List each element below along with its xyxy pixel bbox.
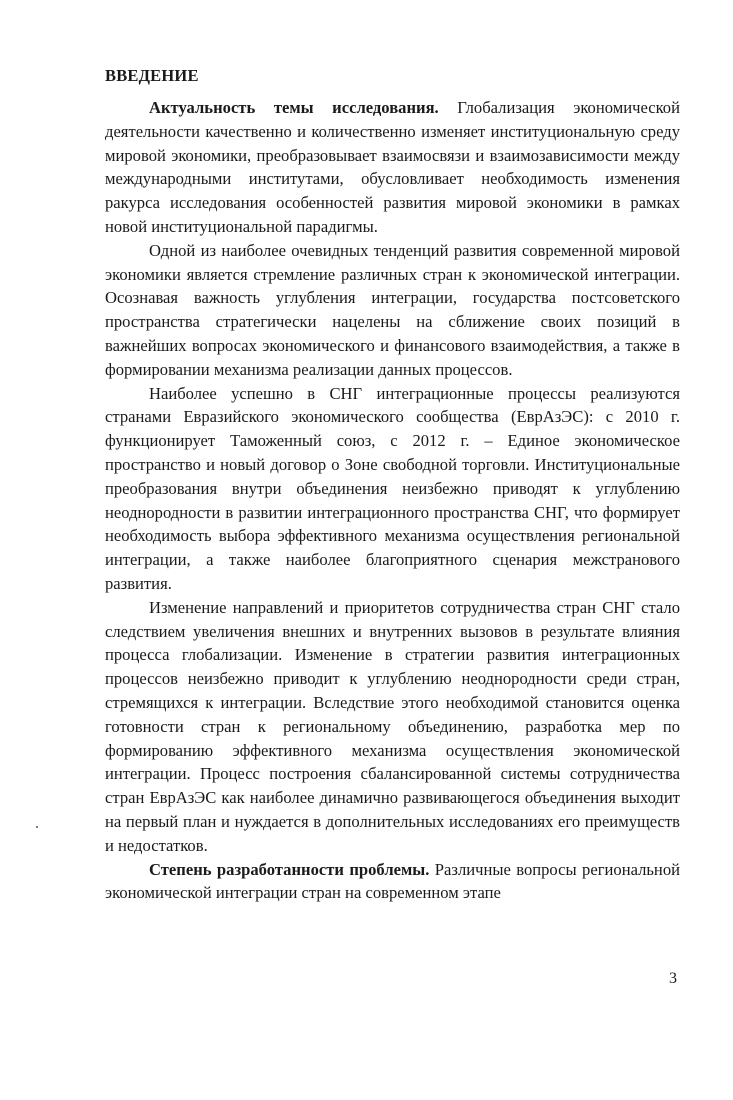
paragraph-text: Одной из наиболее очевидных тенденций развития современной мировой экономики является стремление различных стран к экономической интеграции. Осознавая важность углубления интеграции, государства постсоветского пространства стратегически нацелены на сближение своих позиций в важнейших вопросах экономического и финансового взаимодействия, а также в формировании механизма реализации данных процессов. [105, 240, 680, 379]
body-text [105, 96, 680, 905]
section-heading: ВВЕДЕНИЕ [105, 66, 199, 85]
paragraph-eurasec [105, 382, 680, 596]
paragraph-integration-trend [105, 239, 680, 382]
paragraph-relevance [105, 96, 680, 239]
paragraph-lead: Актуальность темы исследования. [149, 98, 439, 117]
paragraph-text: Изменение направлений и приоритетов сотрудничества стран СНГ стало следствием увеличения внешних и внутренних вызовов в результате влияния процесса глобализации. Изменение в стратегии развития интеграционных процессов неизбежно приводит к углублению неоднородности среди стран, стремящихся к интеграции. Вследствие этого необходимой становится оценка готовности стран к региональному объединению, разработка мер по формированию эффективного механизма осуществления экономической интеграции. Процесс построения сбалансированной системы сотрудничества стран ЕврАзЭС как наиболее динамично развивающегося объединения выходит на первый план и нуждается в дополнительных исследованиях его преимуществ и недостатков. [105, 597, 680, 855]
paragraph-text: Наиболее успешно в СНГ интеграционные процессы реализуются странами Евразийского экономического сообщества (ЕврАзЭС): с 2010 г. функционирует Таможенный союз, с 2012 г. – Единое экономическое пространство и новый договор о Зоне свободной торговли. Институциональные преобразования внутри объединения неизбежно приводят к углублению неоднородности в развитии интеграционного пространства СНГ, что формирует необходимость выбора эффективного механизма осуществления региональной интеграции, а также наиболее благоприятного сценария межстранового развития. [105, 383, 680, 593]
paragraph-cis-priorities [105, 596, 680, 858]
paragraph-text: Глобализация экономической деятельности качественно и количественно изменяет институциональную среду мировой экономики, преобразовывает взаимосвязи и взаимозависимости между международными институтами, обусловливает необходимость изменения ракурса исследования особенностей развития мировой экономики в рамках новой институциональной парадигмы. [105, 98, 680, 236]
scan-mark [36, 826, 38, 828]
paragraph-problem-development [105, 858, 680, 906]
page-number: 3 [669, 970, 677, 987]
paragraph-lead: Степень разработанности проблемы. [149, 859, 430, 879]
paragraph-text: Различные вопросы региональной экономической интеграции стран на современном этапе [105, 859, 680, 903]
